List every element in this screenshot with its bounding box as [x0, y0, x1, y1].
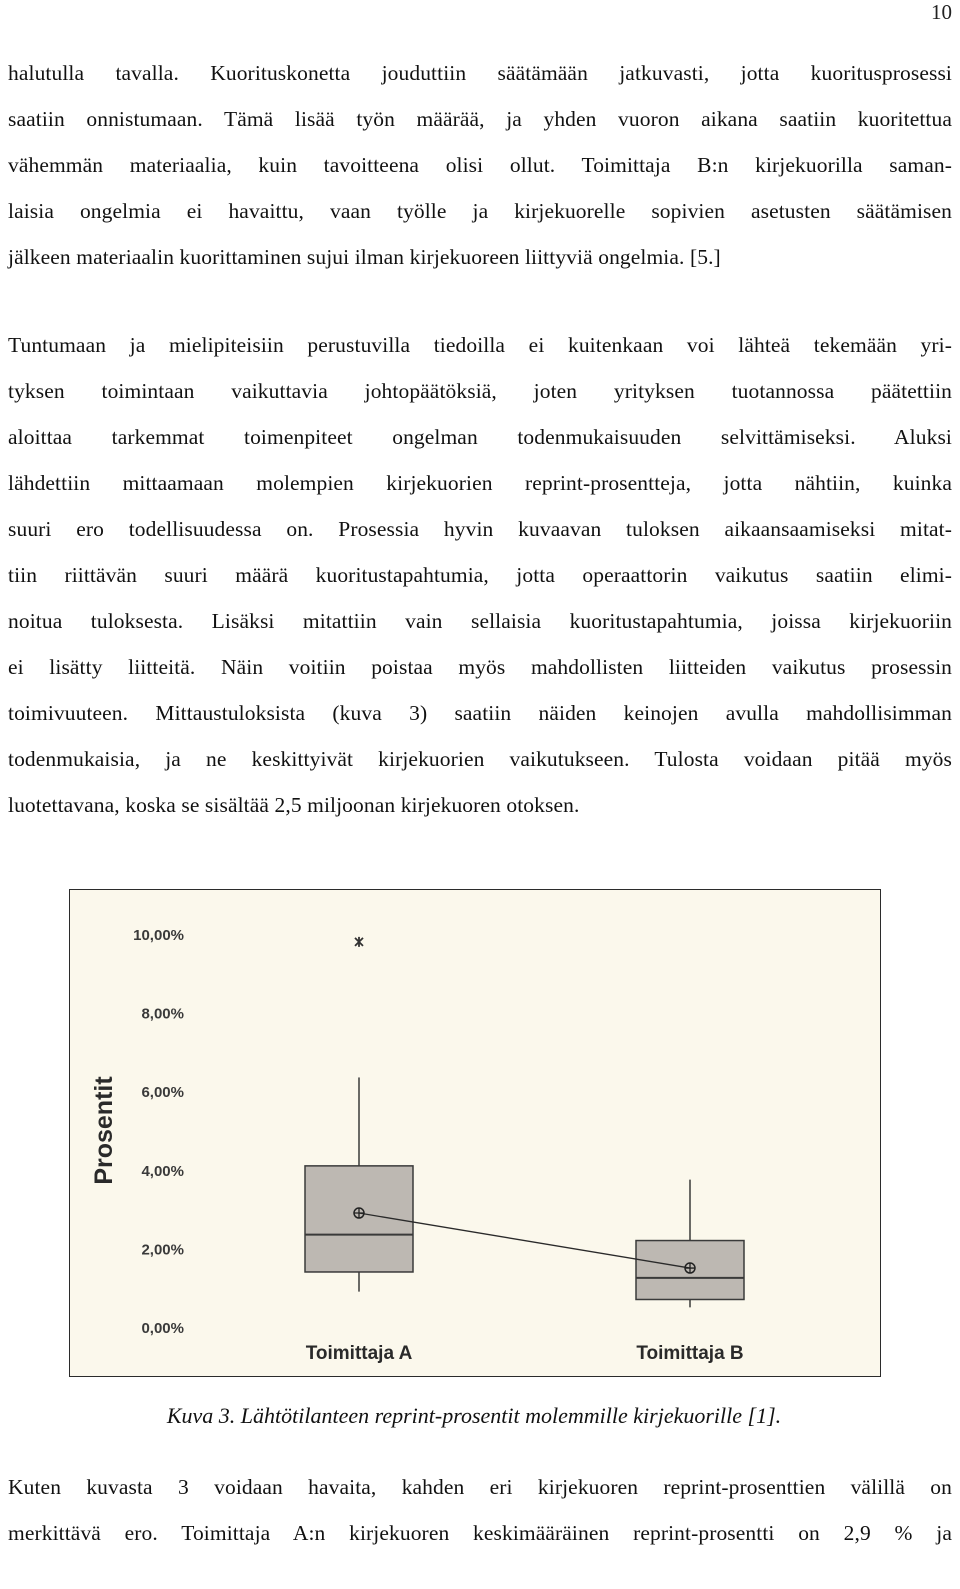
text-line: lähdettiin mittaamaan molempien kirjekuorien reprint-prosentteja, jotta nähtiin, kuinka — [8, 471, 952, 495]
figure-kuva-3 — [69, 889, 881, 1377]
page-number: 10 — [931, 0, 952, 24]
x-category-label: Toimittaja A — [305, 1343, 413, 1364]
text-line: aloittaa tarkemmat toimenpiteet ongelman todenmukaisuuden selvittämiseksi. Aluksi — [8, 425, 952, 449]
y-tick-label: 10,00% — [133, 927, 184, 944]
text-line: noitua tuloksesta. Lisäksi mitattiin vain sellaisia kuoritustapahtumia, joissa kirjekuoriin — [8, 609, 952, 633]
y-axis-label: Prosentit — [90, 1076, 118, 1185]
text-line: tyksen toimintaan vaikuttavia johtopäätöksiä, joten yrityksen tuotannossa päätettiin — [8, 379, 952, 403]
text-line: luotettavana, koska se sisältää 2,5 miljoonan kirjekuoren otoksen. — [8, 793, 580, 817]
text-line: tiin riittävän suuri määrä kuoritustapahtumia, jotta operaattorin vaikutus saatiin elimi- — [8, 563, 952, 587]
text-line: halutulla tavalla. Kuorituskonetta jouduttiin säätämään jatkuvasti, jotta kuoritusprosessi — [8, 61, 952, 85]
y-tick-label: 2,00% — [141, 1241, 184, 1259]
x-category-label: Toimittaja B — [636, 1343, 744, 1364]
text-line: todenmukaisia, ja ne keskittyivät kirjekuorien vaikutukseen. Tulosta voidaan pitää myös — [8, 747, 952, 771]
figure-caption: Kuva 3. Lähtötilanteen reprint-prosentit molemmille kirjekuorille [1]. — [166, 1403, 782, 1428]
y-tick-label: 8,00% — [141, 1005, 184, 1023]
y-tick-label: 4,00% — [141, 1162, 184, 1180]
text-line: laisia ongelmia ei havaittu, vaan työlle ja kirjekuorelle sopivien asetusten säätämisen — [8, 199, 952, 223]
text-line: jälkeen materiaalin kuorittaminen sujui ilman kirjekuoreen liittyviä ongelmia. [5.] — [8, 245, 721, 269]
paragraph-3 — [8, 1464, 952, 1556]
text-line: saatiin onnistumaan. Tämä lisää työn määrää, ja yhden vuoron aikana saatiin kuoritettua — [8, 107, 952, 131]
text-line: toimivuuteen. Mittaustuloksista (kuva 3) saatiin näiden keinojen avulla mahdollisimman — [8, 701, 952, 725]
text-line: merkittävä ero. Toimittaja A:n kirjekuoren keskimääräinen reprint-prosentti on 2,9 % ja — [8, 1521, 952, 1545]
text-line: suuri ero todellisuudessa on. Prosessia hyvin kuvaavan tuloksen aikaansaamiseksi mitat- — [8, 517, 952, 541]
boxplot-chart — [70, 890, 879, 1375]
paragraph-1 — [8, 50, 952, 280]
text-line: vähemmän materiaalia, kuin tavoitteena olisi ollut. Toimittaja B:n kirjekuorilla saman- — [8, 153, 952, 177]
y-tick-label: 6,00% — [141, 1084, 184, 1102]
text-line: Kuten kuvasta 3 voidaan havaita, kahden eri kirjekuoren reprint-prosenttien välillä on — [8, 1475, 952, 1499]
y-tick-label: 0,00% — [141, 1320, 184, 1337]
text-line: ei lisätty liitteitä. Näin voitiin poistaa myös mahdollisten liitteiden vaikutus prosessin — [8, 655, 952, 679]
outlier-point — [355, 937, 363, 947]
text-line: Tuntumaan ja mielipiteisiin perustuvilla tiedoilla ei kuitenkaan voi lähteä tekemään yri- — [8, 333, 952, 357]
paragraph-2 — [8, 322, 952, 828]
